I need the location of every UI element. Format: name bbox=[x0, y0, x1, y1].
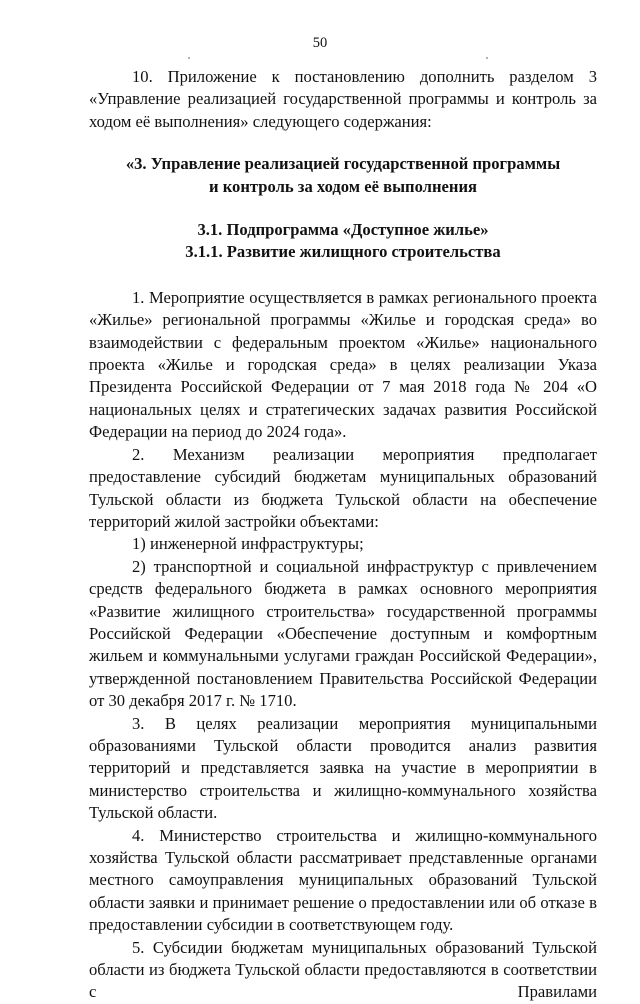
paragraph-5: 5. Субсидии бюджетам муниципальных образований Тульской области из бюджета Тульской области предоставляются в соответствии с Правилами bbox=[89, 937, 597, 1002]
section-paragraphs bbox=[89, 287, 597, 1004]
paragraph-3: 3. В целях реализации мероприятия муниципальными образованиями Тульской области проводится анализ развития территорий и представляется заявка на участие в мероприятии в министерство строительства и жилищно-коммунального хозяйства Тульской области. bbox=[89, 713, 597, 823]
scan-speck bbox=[486, 57, 488, 59]
subsection-heading-line-1: 3.1. Подпрограмма «Доступное жилье» bbox=[197, 220, 489, 240]
page-number: 50 bbox=[312, 35, 328, 51]
paragraph-1: 1. Мероприятие осуществляется в рамках регионального проекта «Жилье» региональной программы «Жилье и городская среда» во взаимодействии с федеральным проектом «Жилье» национального проекта «Жилье и городская среда» в целях реализации Указа Президента Российской Федерации от 7 мая 2018 года № 204 «О национальных целях и стратегических задачах развития Российской Федерации на период до 2024 года». bbox=[89, 287, 597, 442]
document-body bbox=[89, 66, 597, 1004]
list-item-2: 2) транспортной и социальной инфраструктур с привлечением средств федерального бюджета в рамках основного мероприятия «Развитие жилищного строительства» государственной программы Российской Федерации «Обеспечение доступным и комфортным жильем и коммунальными услугами граждан Российской Федерации», утвержденной постановлением Правительства Российской Федерации от 30 декабря 2017 г. № 1710. bbox=[89, 556, 597, 711]
paragraph-2: 2. Механизм реализации мероприятия предполагает предоставление субсидий бюджетам муниципальных образований Тульской области из бюджета Тульской области на обеспечение территорий жилой застройки объектами: bbox=[89, 444, 597, 531]
intro-paragraph: 10. Приложение к постановлению дополнить разделом 3 «Управление реализацией государственной программы и контроль за ходом её выполнения» следующего содержания: bbox=[89, 67, 597, 131]
section-heading bbox=[89, 153, 597, 198]
subsection-heading-line-2: 3.1.1. Развитие жилищного строительства bbox=[185, 242, 501, 262]
section-heading-line-1: «3. Управление реализацией государственной программы bbox=[125, 154, 561, 174]
paragraph-4: 4. Министерство строительства и жилищно-коммунального хозяйства Тульской области рассматривает представленные органами местного самоуправления муниципальных образований Тульской области заявки и принимает решение о предоставлении или об отказе в предоставлении субсидии в соответствующем году. bbox=[89, 825, 597, 935]
list-item-1: 1) инженерной инфраструктуры; bbox=[132, 534, 364, 554]
subsection-heading bbox=[89, 219, 597, 264]
section-heading-line-2: и контроль за ходом её выполнения bbox=[209, 176, 477, 196]
scan-speck bbox=[188, 57, 190, 59]
